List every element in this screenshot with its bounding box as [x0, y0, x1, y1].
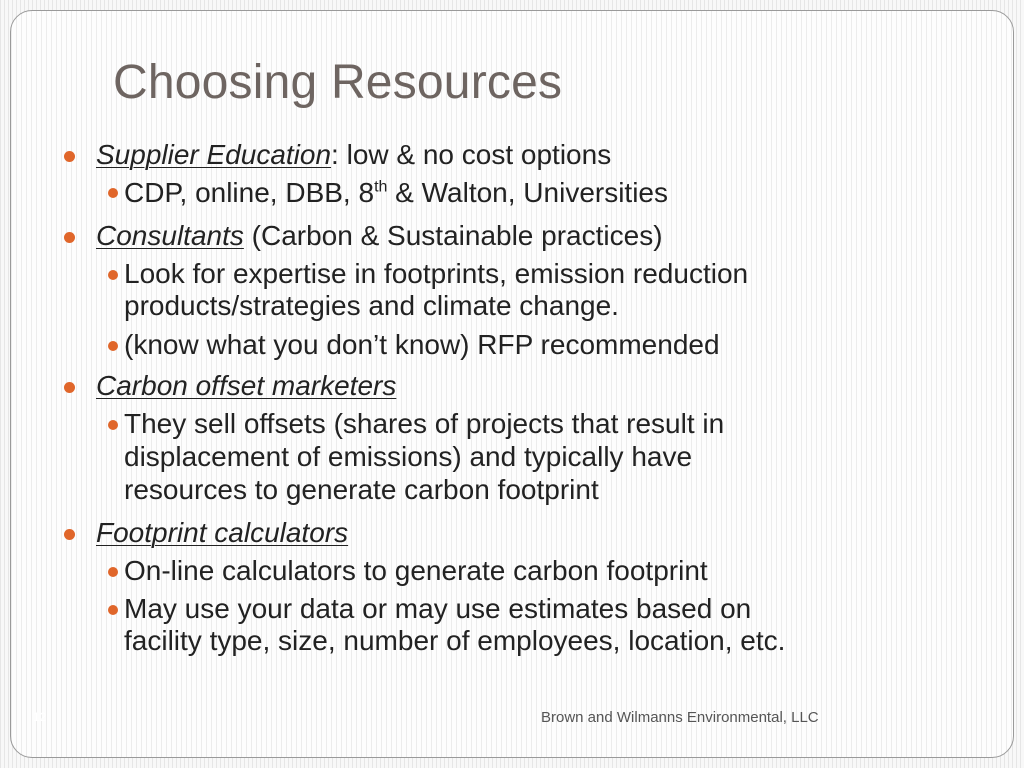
sub-bullet-text: Look for expertise in footprints, emission reduction — [124, 258, 749, 289]
slide-title: Choosing Resources — [113, 56, 563, 109]
sub-bullet-text: resources to generate carbon footprint — [124, 474, 599, 505]
sub-bullet-text: They sell offsets (shares of projects that result in — [124, 408, 725, 439]
sub-bullet-text: May use your data or may use estimates based on — [124, 593, 752, 624]
sub-bullet-text: facility type, size, number of employees, location, etc. — [124, 625, 786, 656]
sub-bullet-icon — [108, 341, 118, 351]
bullet-icon — [64, 151, 75, 162]
sub-bullet-icon — [108, 567, 118, 577]
bullet-heading: Consultants — [96, 220, 244, 251]
bullet-icon — [64, 382, 75, 393]
bullet-icon — [64, 529, 75, 540]
bullet-item-consultants — [96, 220, 663, 252]
slide-footer: Brown and Wilmanns Environmental, LLC — [541, 709, 819, 726]
sub-bullet-text: & Walton, Universities — [387, 177, 669, 208]
bullet-heading: Carbon offset marketers — [96, 370, 397, 401]
sub-bullet-icon — [108, 420, 118, 430]
bullet-heading: Footprint calculators — [96, 517, 349, 548]
sub-bullet-text: (know what you don’t know) RFP recommended — [124, 329, 720, 360]
sub-bullet-text: CDP, online, DBB, 8 — [124, 177, 375, 208]
bullet-item-carbon-offset-marketers — [96, 370, 396, 402]
bullet-text: : low & no cost options — [331, 139, 612, 170]
bullet-heading: Supplier Education — [96, 139, 332, 170]
sub-bullet-text: On-line calculators to generate carbon footprint — [124, 555, 708, 586]
bullet-icon — [64, 232, 75, 243]
bullet-item-supplier-education — [96, 139, 611, 171]
superscript: th — [374, 178, 388, 196]
bullet-text: (Carbon & Sustainable practices) — [243, 220, 663, 251]
sub-bullet-text: products/strategies and climate change. — [124, 290, 619, 321]
sub-bullet-text: displacement of emissions) and typically have — [124, 441, 693, 472]
sub-bullet-icon — [108, 188, 118, 198]
sub-bullet-icon — [108, 605, 118, 615]
sub-bullet-item — [124, 177, 668, 208]
slide-number: 12 — [33, 710, 47, 724]
sub-bullet-icon — [108, 270, 118, 280]
bullet-item-footprint-calculators — [96, 517, 348, 549]
